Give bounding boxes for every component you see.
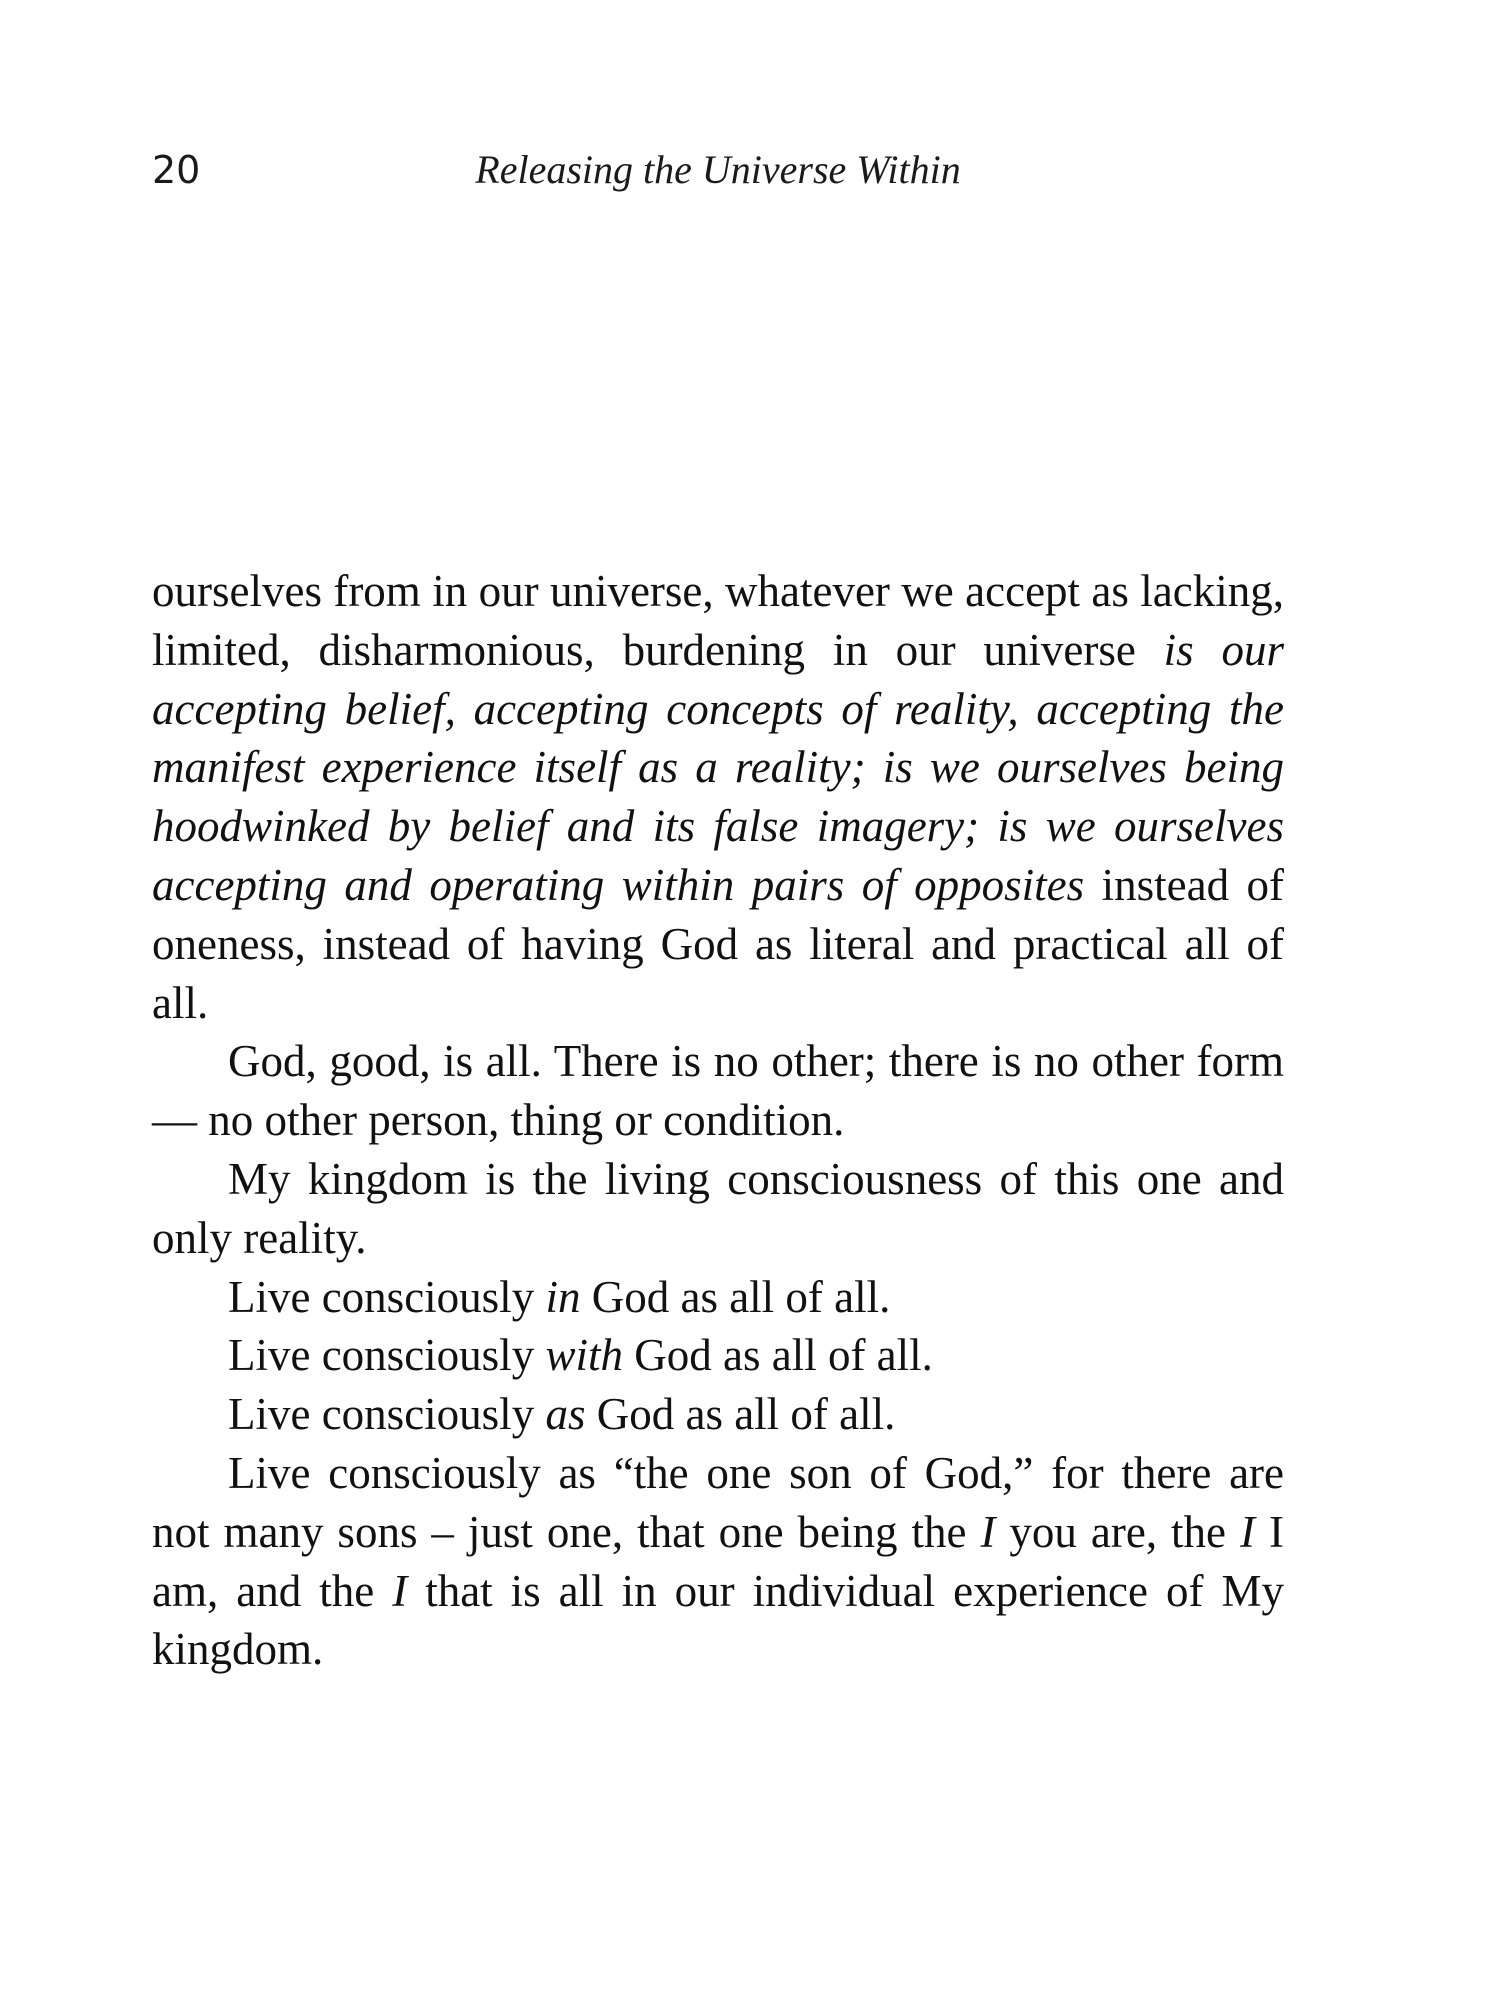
italic-run: I: [1240, 1506, 1256, 1557]
paragraph-4: [152, 1268, 1284, 1327]
text-run: that is all in our individual experience of My kingdom.: [152, 1565, 1284, 1675]
text-run: God as all of all.: [622, 1330, 933, 1381]
paragraph-5: [152, 1326, 1284, 1385]
italic-run: is our accepting belief, accepting concepts of reality, accepting the manifest experience itself as a reality; is we ourselves being hoodwinked by belief and its false imagery; is we ourselves accepting and operating within pairs of opposites: [152, 624, 1284, 910]
text-run: God, good, is all. There is no other; there is no other form — no other person, thing or condition.: [152, 1036, 1284, 1146]
running-head: [152, 140, 1284, 200]
text-run: instead of oneness, instead of having God as literal and practical all of all.: [152, 859, 1284, 1028]
italic-run: with: [545, 1330, 623, 1381]
paragraph-7: [152, 1444, 1284, 1679]
italic-run: I: [392, 1565, 408, 1616]
body-text: [152, 562, 1284, 1679]
paragraph-3: [152, 1150, 1284, 1268]
text-run: Live consciously: [228, 1330, 546, 1381]
italic-run: as: [545, 1389, 586, 1440]
page-number: 20: [152, 148, 201, 192]
text-run: My kingdom is the living consciousness of this one and only reality.: [152, 1153, 1284, 1263]
text-run: you are, the: [995, 1506, 1241, 1557]
paragraph-6: [152, 1385, 1284, 1444]
text-run: I am, and the: [152, 1506, 1284, 1616]
text-run: Live consciously: [228, 1389, 546, 1440]
paragraph-1: [152, 562, 1284, 1032]
text-run: Live consciously as “the one son of God,” for there are not many sons – just one, that one being the: [152, 1447, 1284, 1557]
paragraph-2: [152, 1032, 1284, 1150]
italic-run: I: [980, 1506, 996, 1557]
text-run: Live consciously: [228, 1271, 546, 1322]
text-run: God as all of all.: [585, 1389, 896, 1440]
italic-run: in: [545, 1271, 581, 1322]
running-title: Releasing the Universe Within: [475, 147, 961, 192]
text-run: ourselves from in our universe, whatever we accept as lacking, limited, disharmonious, burdening in our universe: [152, 566, 1284, 675]
text-run: God as all of all.: [580, 1271, 891, 1322]
